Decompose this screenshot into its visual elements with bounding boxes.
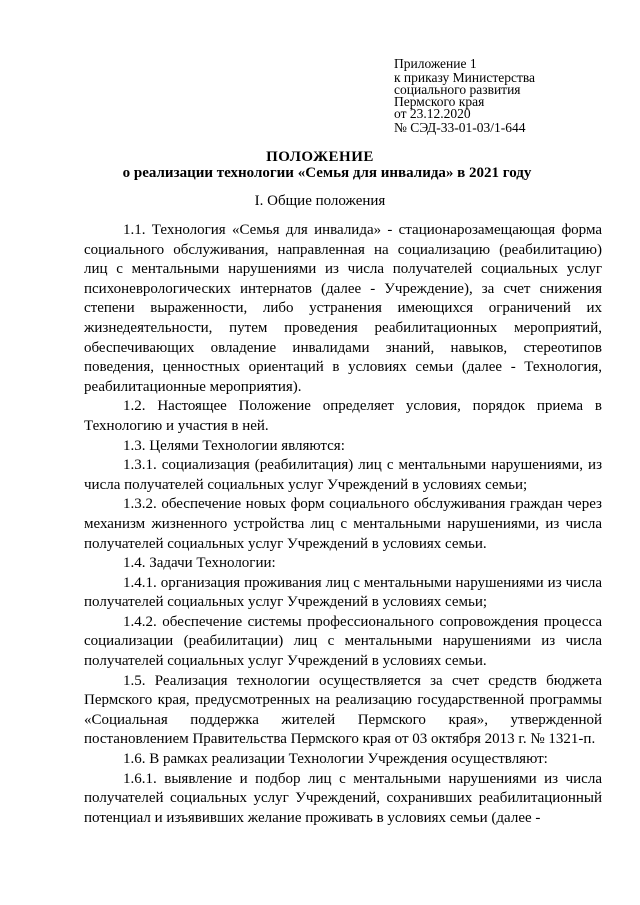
- paragraph-1-6: 1.6. В рамках реализации Технологии Учреждения осуществляют:: [123, 751, 548, 768]
- paragraph-1-4-2: 1.4.2. обеспечение системы профессионального сопровождения процесса социализации (реабилитации) лиц с ментальными нарушениями из числа получателей социальных услуг Учреждений в условиях семьи.: [84, 613, 602, 670]
- appendix-region: Пермского края: [394, 94, 485, 109]
- document-body: [84, 221, 602, 828]
- paragraph-1-3-1: 1.3.1. социализация (реабилитация) лиц с ментальными нарушениями, из числа получателей социальных услуг Учреждений в условиях семьи;: [84, 457, 602, 493]
- paragraph-1-1: 1.1. Технология «Семья для инвалида» - стационарозамещающая форма социального обслуживания, направленная на социализацию (реабилитацию) лиц с ментальными нарушениями из числа получателей социальных услуг психоневрологических интернатов (далее - Учреждение), за счет снижения степени выраженности, либо устранения имеющихся ограничений их жизнедеятельности, путем проведения реабилитационных мероприятий, обеспечивающих овладение инвалидами знаний, навыков, стереотипов поведения, ценностных ориентаций в условиях семьи (далее - Технология, реабилитационные мероприятия).: [84, 222, 602, 395]
- appendix-ministry: социального развития: [394, 82, 521, 97]
- paragraph-1-4: 1.4. Задачи Технологии:: [123, 555, 276, 572]
- paragraph-1-3: 1.3. Целями Технологии являются:: [123, 437, 345, 454]
- appendix-header: [394, 56, 624, 136]
- appendix-number: Приложение 1: [394, 56, 477, 71]
- paragraph-1-3-2: 1.3.2. обеспечение новых форм социального обслуживания граждан через механизм жизненного устройства лиц с ментальными нарушениями, из числа получателей социальных услуг Учреждений в условиях семьи.: [84, 496, 602, 552]
- section-heading: I. Общие положения: [254, 193, 386, 209]
- paragraph-1-2: 1.2. Настоящее Положение определяет условия, порядок приема в Технологию и участия в ней.: [84, 398, 602, 434]
- paragraph-1-4-1: 1.4.1. организация проживания лиц с ментальными нарушениями из числа получателей социальных услуг Учреждений в условиях семьи;: [84, 574, 602, 611]
- appendix-date: от 23.12.2020: [394, 106, 471, 121]
- paragraph-1-6-1: 1.6.1. выявление и подбор лиц с ментальными нарушениями из числа получателей социальных услуг Учреждений, сохранивших реабилитационный потенциал и изъявивших желание проживать в условиях семьи (далее -: [84, 770, 602, 826]
- document-title: ПОЛОЖЕНИЕ: [266, 149, 374, 165]
- document-subtitle: о реализации технологии «Семья для инвалида» в 2021 году: [122, 165, 532, 181]
- appendix-doc-number: № СЭД-33-01-03/1-644: [394, 120, 526, 135]
- paragraph-1-5: 1.5. Реализация технологии осуществляется за счет средств бюджета Пермского края, предусмотренных на реализацию государственной программы «Социальная поддержка жителей Пермского края», утвержденной постановлением Правительства Пермского края от 03 октября 2013 г. № 1321-п.: [84, 672, 602, 748]
- appendix-order-ref: к приказу Министерства: [394, 70, 536, 85]
